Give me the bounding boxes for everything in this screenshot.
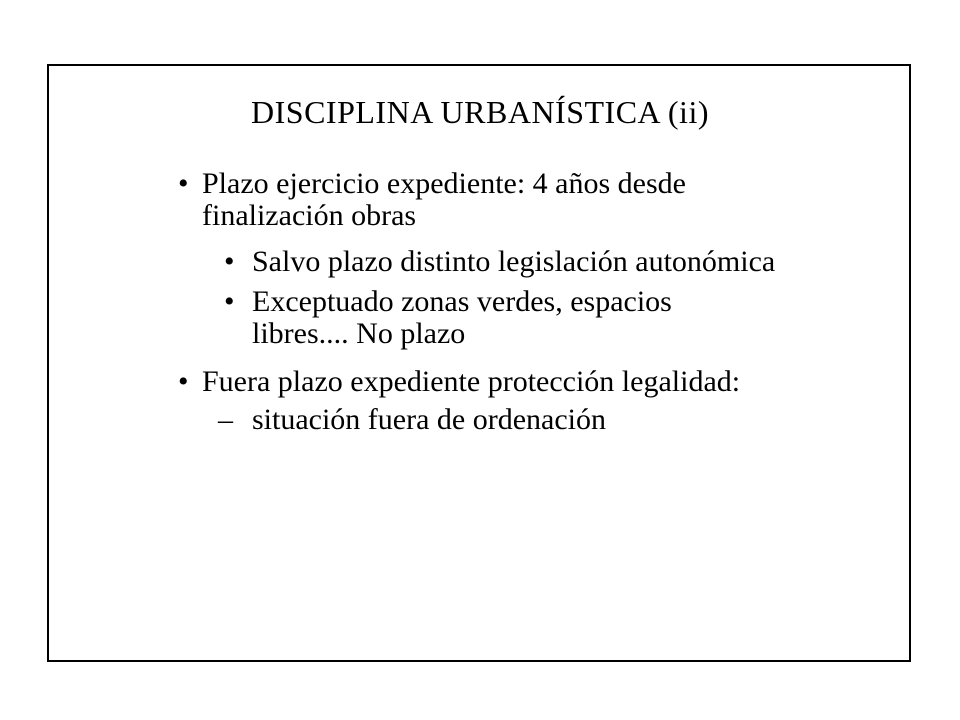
bullet-text-line: Plazo ejercicio expediente: 4 años desde: [202, 167, 686, 200]
bullet-text-line: situación fuera de ordenación: [252, 403, 607, 436]
slide-frame: [47, 64, 911, 662]
slide-title: DISCIPLINA URBANÍSTICA (ii): [251, 94, 709, 130]
bullet-marker: •: [178, 365, 189, 398]
bullet-item-fuera-plazo: [178, 366, 818, 398]
bullet-text-line: Exceptuado zonas verdes, espacios: [252, 285, 672, 318]
dash-item-situacion: [218, 403, 884, 436]
sub-bullet-item-exceptuado: [224, 286, 884, 350]
sub-bullet-item-salvo: [224, 246, 884, 278]
bullet-text-line: Salvo plazo distinto legislación autonómica: [252, 245, 776, 278]
bullet-marker: •: [224, 285, 235, 318]
bullet-item-plazo: [178, 168, 818, 232]
bullet-text-line: libres.... No plazo: [252, 317, 466, 350]
bullet-text-line: Fuera plazo expediente protección legalidad:: [202, 365, 741, 398]
dash-marker: –: [218, 403, 233, 436]
bullet-marker: •: [178, 167, 189, 200]
bullet-text-line: finalización obras: [202, 199, 417, 232]
bullet-marker: •: [224, 245, 235, 278]
